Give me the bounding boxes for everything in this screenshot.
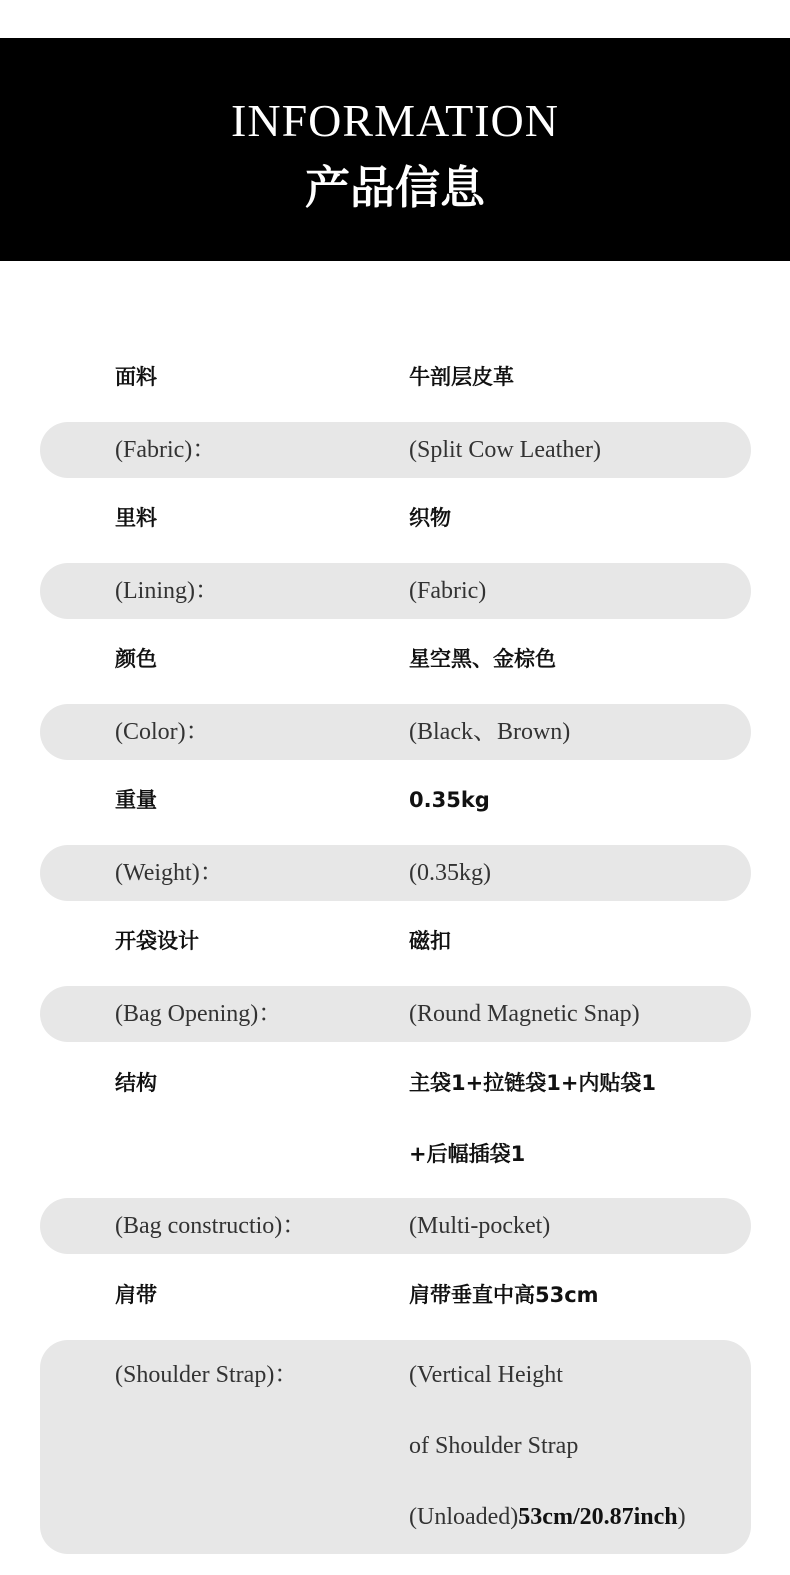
spec-value: 织物 [409, 506, 451, 530]
spec-value: (Round Magnetic Snap) [409, 1001, 640, 1027]
spec-row-weight-en [40, 845, 751, 901]
spec-row-color-zh [40, 624, 751, 695]
spec-value: (Multi-pocket) [409, 1213, 551, 1239]
spec-label: (Lining)： [115, 578, 219, 604]
spec-label: 结构 [115, 1071, 157, 1095]
spec-value: (0.35kg) [409, 860, 491, 886]
spec-value: (Fabric) [409, 578, 487, 604]
spec-label: 颜色 [115, 647, 157, 671]
spec-label: 面料 [115, 365, 157, 389]
spec-value: 牛剖层皮革 [409, 365, 514, 389]
spec-row-strap-en [40, 1340, 751, 1554]
spec-label: (Bag constructio)： [115, 1213, 307, 1239]
spec-value-unloaded: (Unloaded) [409, 1504, 519, 1530]
spec-value-line2: +后幅插袋1 [409, 1142, 526, 1166]
spec-row-construction-zh [40, 1048, 751, 1190]
spec-label: (Color)： [115, 719, 210, 745]
banner-title-zh: 产品信息 [304, 161, 485, 214]
spec-value: 肩带垂直中高53cm [409, 1283, 599, 1307]
spec-value-close-paren: ) [677, 1504, 686, 1530]
spec-label: (Fabric)： [115, 437, 217, 463]
spec-value-line2: of Shoulder Strap [409, 1433, 579, 1459]
spec-row-fabric-zh [40, 342, 751, 413]
spec-value: 磁扣 [409, 929, 451, 953]
spec-label: 里料 [115, 506, 157, 530]
spec-value-line3 [409, 1482, 686, 1553]
spec-label: (Weight)： [115, 860, 224, 886]
spec-value: (Split Cow Leather) [409, 437, 601, 463]
spec-value: 0.35kg [409, 788, 490, 812]
spec-value-line1: 主袋1+拉链袋1+内贴袋1 [409, 1071, 657, 1095]
spec-row-construction-en [40, 1198, 751, 1254]
spec-row-color-en [40, 704, 751, 760]
spec-label: 肩带 [115, 1283, 157, 1307]
spec-value-line1: (Vertical Height [409, 1362, 563, 1388]
spec-label: (Shoulder Strap)： [115, 1362, 299, 1388]
spec-value-measure: 53cm/20.87inch [518, 1504, 678, 1530]
spec-label: (Bag Opening)： [115, 1001, 283, 1027]
spec-row-weight-zh [40, 765, 751, 836]
spec-value: (Black、Brown) [409, 719, 571, 745]
spec-row-lining-zh [40, 483, 751, 554]
spec-label: 重量 [115, 788, 157, 812]
spec-row-opening-en [40, 986, 751, 1042]
spec-row-opening-zh [40, 906, 751, 977]
spec-row-fabric-en [40, 422, 751, 478]
spec-label: 开袋设计 [115, 929, 199, 953]
spec-row-strap-zh [40, 1260, 751, 1331]
spec-row-lining-en [40, 563, 751, 619]
banner-title-en: INFORMATION [231, 95, 559, 146]
information-banner [0, 38, 790, 261]
spec-value: 星空黑、金棕色 [409, 647, 556, 671]
